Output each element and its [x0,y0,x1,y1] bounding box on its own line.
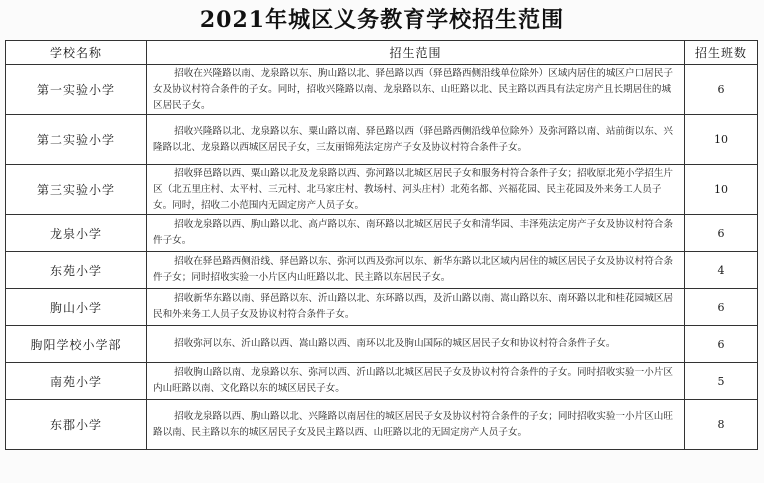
class-count: 4 [685,252,758,289]
table-row [6,115,758,165]
school-name: 第三实验小学 [6,165,147,215]
range-text: 招收驿邑路以西、粟山路以北及龙泉路以西、弥河路以北城区居民子女和服务村符合条件子女；招收原北苑小学招生片区（北五里庄村、太平村、三元村、北马家庄村、教场村、河头庄村）北苑名都、兴福花园、民主花园及外来务工人员子女。同时，招收二小范围内无固定房产人员子女。 [153,167,673,211]
school-name: 南苑小学 [6,363,147,400]
school-name: 朐山小学 [6,289,147,326]
header-school: 学校名称 [6,41,147,65]
school-name: 第二实验小学 [6,115,147,165]
class-count: 5 [685,363,758,400]
school-name: 朐阳学校小学部 [6,326,147,363]
range-text: 招收在驿邑路西侧沿线、驿邑路以东、弥河以西及弥河以东、新华东路以北区域内居住的城区居民子女及协议村符合条件子女；同时招收实验一小片区内山旺路以北、民主路以东居民子女。 [153,256,673,283]
class-count: 6 [685,215,758,252]
header-range: 招生范围 [147,41,685,65]
table-row [6,165,758,215]
table-row [6,326,758,363]
class-count: 6 [685,289,758,326]
class-count: 10 [685,115,758,165]
page-title: 2021年城区义务教育学校招生范围 [199,7,565,33]
range-text: 招收龙泉路以西、朐山路以北、兴隆路以南居住的城区居民子女及协议村符合条件的子女；同时招收实验一小片区山旺路以南、民主路以东的城区居民子女及民主路以西、山旺路以北的无固定房产人员子女。 [153,410,673,438]
table-row [6,215,758,252]
class-count: 10 [685,165,758,215]
class-count: 6 [685,326,758,363]
enrollment-range [147,400,685,450]
class-count: 8 [685,400,758,450]
enrollment-range [147,289,685,326]
school-name: 第一实验小学 [6,65,147,115]
range-text: 招收兴隆路以北、龙泉路以东、粟山路以南、驿邑路以西（驿邑路西侧沿线单位除外）及弥河路以南、站前街以东、兴隆路以北、龙泉路以西城区居民子女，三友丽锦苑法定房产子女及协议村符合条件子女。 [153,125,673,153]
table-row [6,363,758,400]
enrollment-table [5,40,758,450]
range-text: 招收在兴隆路以南、龙泉路以东、朐山路以北、驿邑路以西（驿邑路西侧沿线单位除外）区域内居住的城区户口居民子女及协议村符合条件的子女。同时，招收兴隆路以南、龙泉路以东、山旺路以北、民主路以西具有法定房产且长期居住的城区居民子女。 [153,67,673,111]
range-text: 招收弥河以东、沂山路以西、嵩山路以西、南环以北及朐山国际的城区居民子女和协议村符合条件子女。 [174,338,616,349]
table-row [6,400,758,450]
enrollment-range [147,252,685,289]
class-count: 6 [685,65,758,115]
enrollment-range [147,115,685,165]
table-row [6,252,758,289]
school-name: 东苑小学 [6,252,147,289]
enrollment-range [147,326,685,363]
range-text: 招收龙泉路以西、朐山路以北、高卢路以东、南环路以北城区居民子女和清华园、丰泽苑法定房产子女及协议村符合条件子女。 [153,219,673,246]
enrollment-range [147,215,685,252]
school-name: 龙泉小学 [6,215,147,252]
enrollment-range [147,363,685,400]
table-header-row [6,41,758,65]
table-row [6,65,758,115]
school-name: 东郡小学 [6,400,147,450]
table-row [6,289,758,326]
enrollment-range [147,165,685,215]
range-text: 招收朐山路以南、龙泉路以东、弥河以西、沂山路以北城区居民子女及协议村符合条件的子女。同时招收实验一小片区内山旺路以南、文化路以东的城区居民子女。 [153,367,673,394]
range-text: 招收新华东路以南、驿邑路以东、沂山路以北、东环路以西，及沂山路以南、嵩山路以东、南环路以北和桂花园城区居民和外来务工人员子女及协议村符合条件子女。 [153,293,673,320]
header-classes: 招生班数 [685,41,758,65]
enrollment-range [147,65,685,115]
